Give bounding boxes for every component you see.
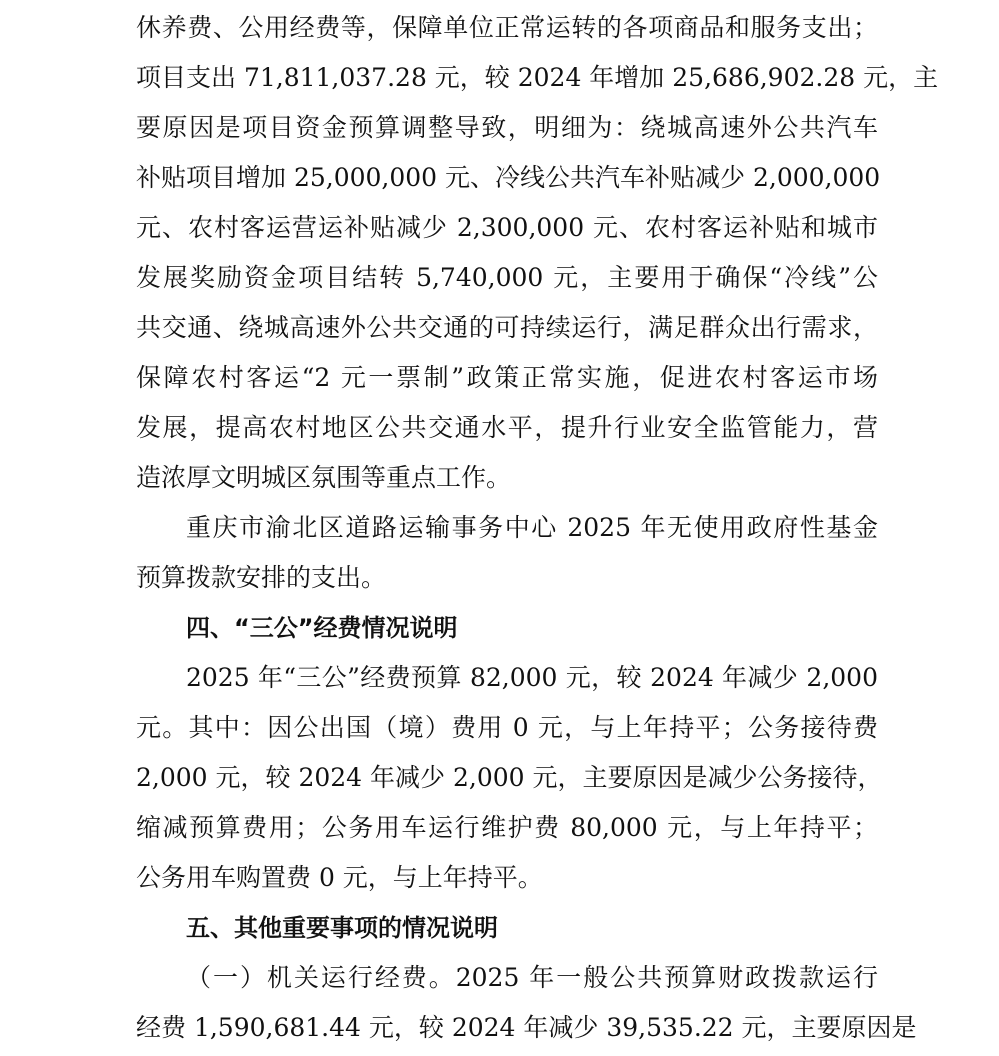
body-text-line: 经费 1,590,681.44 元，较 2024 年减少 39,535.22 元，主要原因是 <box>136 1013 917 1042</box>
body-text-line: 造浓厚文明城区氛围等重点工作。 <box>136 463 512 492</box>
body-text-line: 重庆市渝北区道路运输事务中心 2025 年无使用政府性基金 <box>186 513 878 542</box>
body-text-line: 发展奖励资金项目结转 5,740,000 元，主要用于确保“冷线”公 <box>136 263 878 292</box>
body-text-line: 预算拨款安排的支出。 <box>136 563 387 592</box>
body-text-line: 缩减预算费用；公务用车运行维护费 80,000 元，与上年持平； <box>136 813 878 842</box>
body-text-line: 共交通、绕城高速外公共交通的可持续运行，满足群众出行需求， <box>136 313 878 342</box>
body-text-line: 2025 年“三公”经费预算 82,000 元，较 2024 年减少 2,000 <box>186 663 878 692</box>
body-text-line: 发展，提高农村地区公共交通水平，提升行业安全监管能力，营 <box>136 413 878 442</box>
body-text-line: 休养费、公用经费等，保障单位正常运转的各项商品和服务支出； <box>136 13 878 42</box>
body-text-line: 2,000 元，较 2024 年减少 2,000 元，主要原因是减少公务接待， <box>136 763 883 792</box>
body-text-line: 项目支出 71,811,037.28 元，较 2024 年增加 25,686,902.28 元，主 <box>136 63 939 92</box>
body-text-line: 补贴项目增加 25,000,000 元、冷线公共汽车补贴减少 2,000,000 <box>136 163 881 192</box>
section-heading-three-public-expenses: 四、“三公”经费情况说明 <box>186 614 458 642</box>
body-text-line: 公务用车购置费 0 元，与上年持平。 <box>136 863 543 892</box>
body-text-line: 元、农村客运营运补贴减少 2,300,000 元、农村客运补贴和城市 <box>136 213 878 242</box>
section-heading-other-matters: 五、其他重要事项的情况说明 <box>186 914 498 942</box>
body-text-line: 元。其中：因公出国（境）费用 0 元，与上年持平；公务接待费 <box>136 713 878 742</box>
body-text-line: 要原因是项目资金预算调整导致，明细为：绕城高速外公共汽车 <box>136 113 878 142</box>
body-text-line: 保障农村客运“2 元一票制”政策正常实施，促进农村客运市场 <box>136 363 878 392</box>
body-text-line: （一）机关运行经费。2025 年一般公共预算财政拨款运行 <box>186 963 878 992</box>
